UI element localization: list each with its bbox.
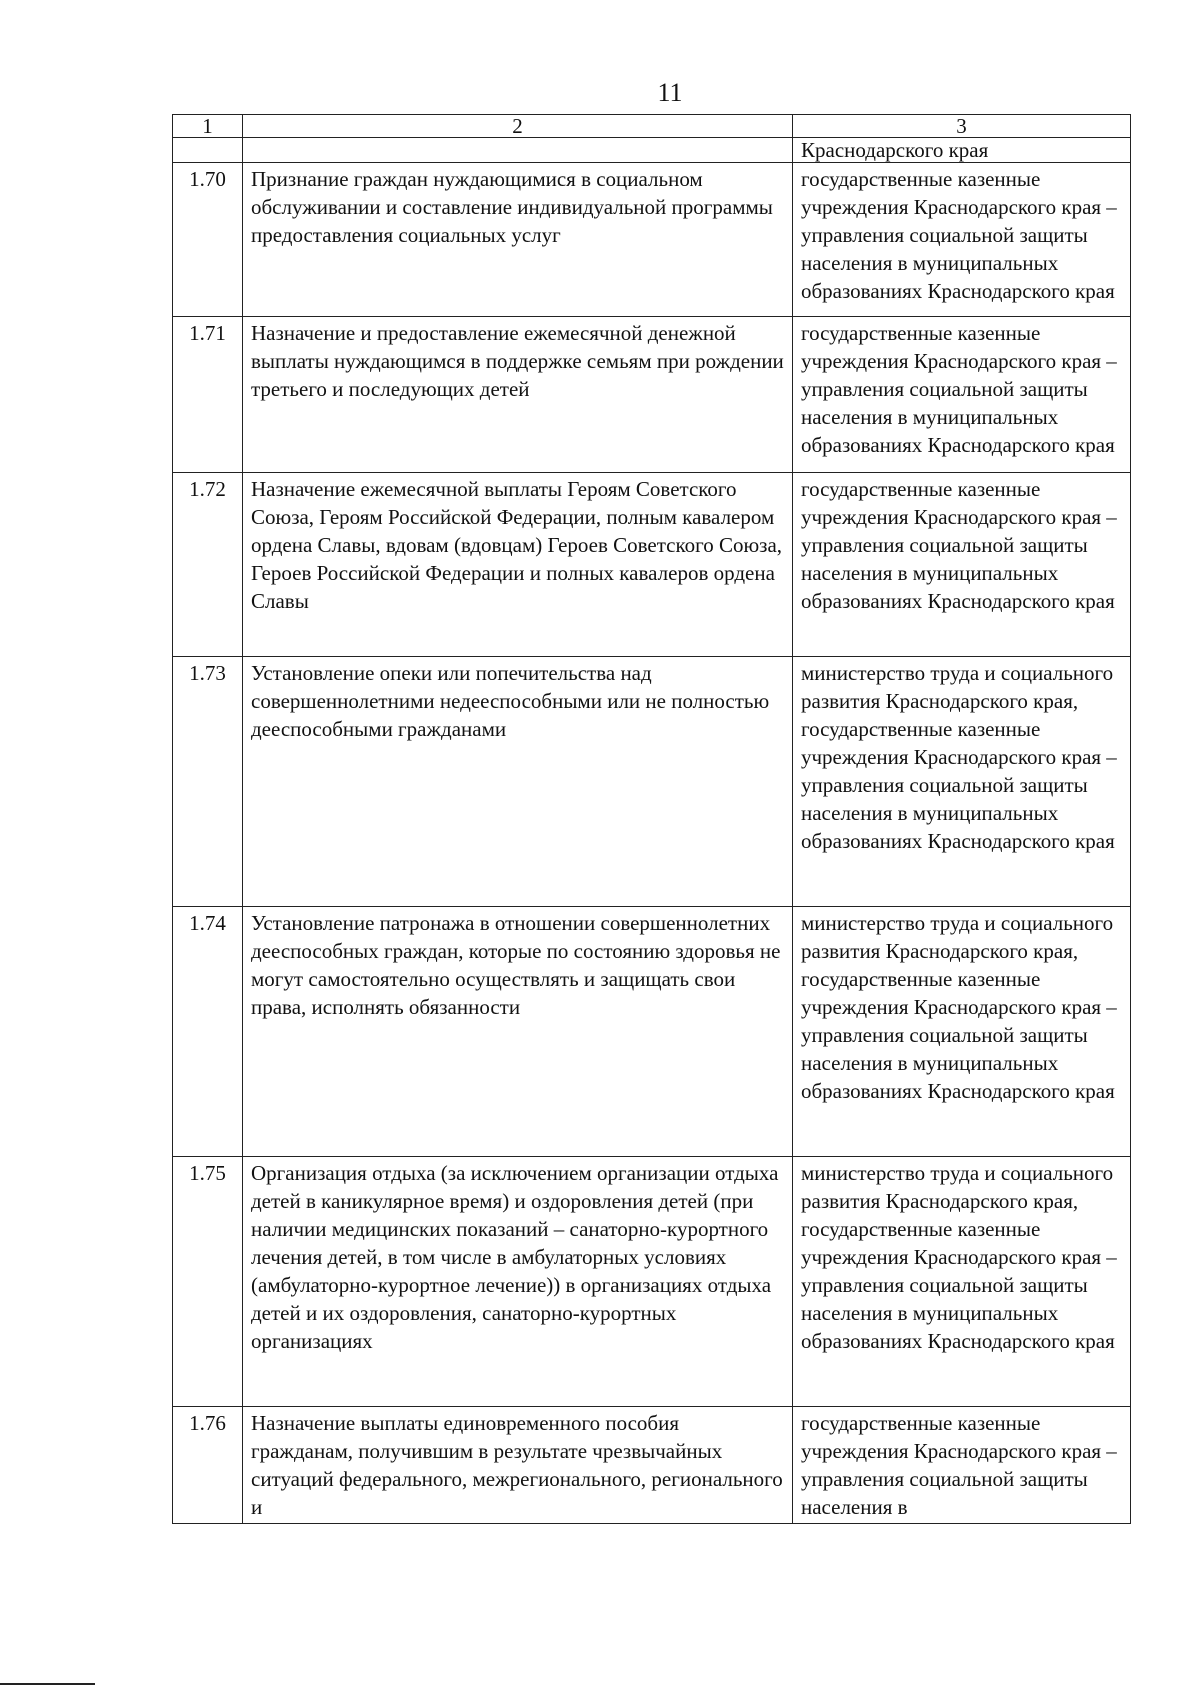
row-number: 1.72 [173, 473, 243, 657]
table-row [173, 907, 1131, 1157]
header-col-2: 2 [243, 115, 793, 138]
table-header-row [173, 115, 1131, 138]
continuation-col-3: Краснодарского края [793, 138, 1131, 163]
footnote-rule [0, 1683, 95, 1685]
row-service: Организация отдыха (за исключением организации отдыха детей в каникулярное время) и оздоровления детей (при наличии медицинских показаний – санаторно-курортного лечения детей, в том числе в амбулаторных условиях (амбулаторно-курортное лечение)) в организациях отдыха детей и их оздоровления, санаторно-курортных организациях [243, 1157, 793, 1407]
continuation-col-2 [243, 138, 793, 163]
row-number: 1.74 [173, 907, 243, 1157]
table-row [173, 163, 1131, 317]
row-provider: министерство труда и социального развития Краснодарского края, государственные казенные учреждения Краснодарского края – управления социальной защиты населения в муниципальных образованиях Краснодарского края [793, 657, 1131, 907]
header-col-3: 3 [793, 115, 1131, 138]
row-number: 1.76 [173, 1407, 243, 1524]
row-number: 1.71 [173, 317, 243, 473]
table-row [173, 657, 1131, 907]
row-number: 1.73 [173, 657, 243, 907]
page-number: 11 [657, 78, 683, 107]
row-provider: государственные казенные учреждения Краснодарского края – управления социальной защиты населения в муниципальных образованиях Краснодарского края [793, 473, 1131, 657]
row-service: Назначение и предоставление ежемесячной денежной выплаты нуждающимся в поддержке семьям при рождении третьего и последующих детей [243, 317, 793, 473]
row-service: Установление патронажа в отношении совершеннолетних дееспособных граждан, которые по состоянию здоровья не могут самостоятельно осуществлять и защищать свои права, исполнять обязанности [243, 907, 793, 1157]
row-provider: министерство труда и социального развития Краснодарского края, государственные казенные учреждения Краснодарского края – управления социальной защиты населения в муниципальных образованиях Краснодарского края [793, 1157, 1131, 1407]
row-number: 1.75 [173, 1157, 243, 1407]
continuation-col-1 [173, 138, 243, 163]
row-service: Установление опеки или попечительства над совершеннолетними недееспособными или не полностью дееспособными гражданами [243, 657, 793, 907]
services-table [172, 114, 1131, 1524]
row-provider: государственные казенные учреждения Краснодарского края – управления социальной защиты населения в муниципальных образованиях Краснодарского края [793, 317, 1131, 473]
row-provider: государственные казенные учреждения Краснодарского края – управления социальной защиты населения в [793, 1407, 1131, 1524]
row-service: Назначение ежемесячной выплаты Героям Советского Союза, Героям Российской Федерации, полным кавалером ордена Славы, вдовам (вдовцам) Героев Советского Союза, Героев Российской Федерации и полных кавалеров ордена Славы [243, 473, 793, 657]
row-provider: государственные казенные учреждения Краснодарского края – управления социальной защиты населения в муниципальных образованиях Краснодарского края [793, 163, 1131, 317]
row-service: Признание граждан нуждающимися в социальном обслуживании и составление индивидуальной программы предоставления социальных услуг [243, 163, 793, 317]
continuation-row [173, 138, 1131, 163]
row-provider: министерство труда и социального развития Краснодарского края, государственные казенные учреждения Краснодарского края – управления социальной защиты населения в муниципальных образованиях Краснодарского края [793, 907, 1131, 1157]
row-number: 1.70 [173, 163, 243, 317]
table-row [173, 473, 1131, 657]
header-col-1: 1 [173, 115, 243, 138]
row-service: Назначение выплаты единовременного пособия гражданам, получившим в результате чрезвычайных ситуаций федерального, межрегионального, регионального и [243, 1407, 793, 1524]
table-row [173, 1157, 1131, 1407]
table-row [173, 317, 1131, 473]
table-row [173, 1407, 1131, 1524]
